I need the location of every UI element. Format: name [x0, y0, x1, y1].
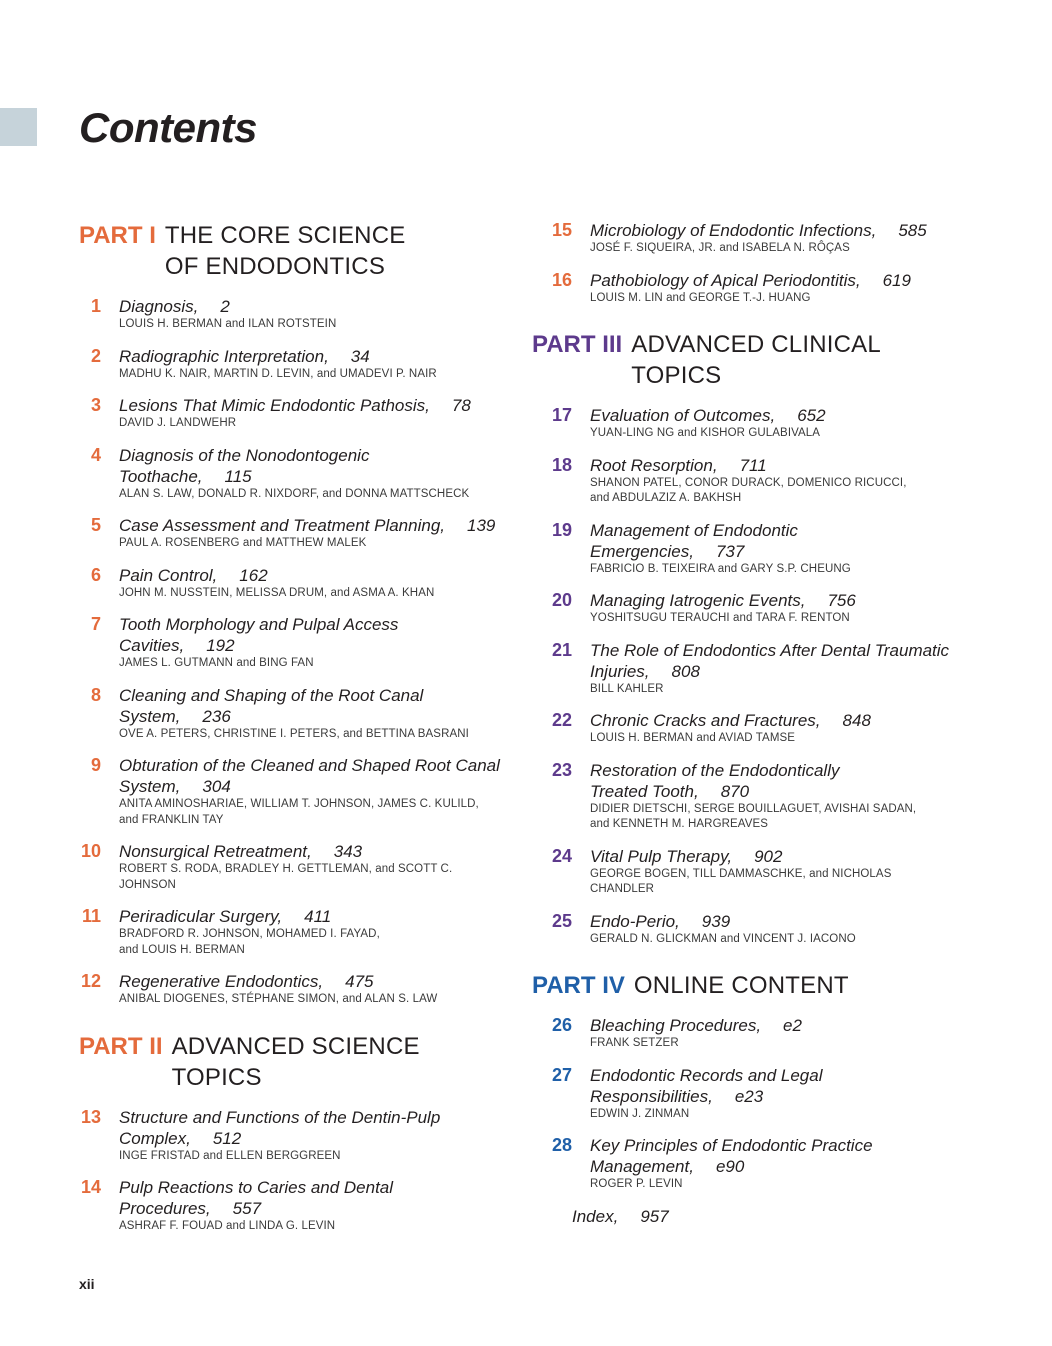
chapter-body: [590, 1065, 823, 1123]
chapter-number: 1: [90, 296, 101, 316]
chapter-title-line: [119, 776, 500, 797]
chapter-authors: ANITA AMINOSHARIAE, WILLIAM T. JOHNSON, JAMES C. KULILD,: [119, 798, 479, 810]
chapter-authors: ASHRAF F. FOUAD and LINDA G. LEVIN: [119, 1220, 336, 1232]
chapter-title-text: System,: [119, 777, 181, 796]
part-title: [172, 1031, 504, 1093]
chapter-title-text: Diagnosis,: [119, 297, 199, 316]
chapter-title-line: [119, 296, 336, 317]
chapter-body: [119, 1177, 393, 1235]
chapter-title-text: Evaluation of Outcomes,: [590, 406, 776, 425]
chapter-authors: FABRICIO B. TEIXEIRA and GARY S.P. CHEUNG: [590, 562, 851, 575]
chapter-body: [119, 1107, 440, 1165]
chapter-title-line: [119, 1107, 440, 1128]
chapter-title-text: Responsibilities,: [590, 1086, 713, 1106]
chapter-body: [119, 515, 495, 552]
chapter-title-text: Cleaning and Shaping of the Root Canal: [119, 685, 424, 705]
part-heading: [532, 970, 952, 1001]
chapter-body: [590, 911, 856, 948]
chapter-body: [119, 755, 500, 828]
chapter-page: 78: [451, 396, 471, 415]
chapter-page: 848: [842, 711, 871, 730]
chapter-title-text: Obturation of the Cleaned and Shaped Root Canal: [119, 756, 500, 775]
chapter-number: 11: [81, 906, 101, 926]
part-title: [165, 220, 406, 282]
chapter-title-line: [590, 781, 916, 802]
chapter-body: [590, 455, 907, 507]
chapter-page: 236: [202, 706, 231, 726]
chapter-title-line: [590, 1135, 873, 1156]
chapter-page: 115: [224, 466, 252, 486]
index-title-line: [572, 1206, 669, 1227]
chapter-title-text: Management of Endodontic Emergencies,: [590, 520, 798, 561]
right-column: [532, 220, 952, 1240]
chapter-title-line: [590, 1086, 823, 1107]
chapter-authors: EDWIN J. ZINMAN: [590, 1107, 690, 1120]
chapter-title-line: [119, 685, 469, 706]
chapter-entry[interactable]: [79, 685, 504, 743]
chapter-entry[interactable]: [79, 1177, 504, 1235]
chapter-authors: PAUL A. ROSENBERG and MATTHEW MALEK: [119, 537, 367, 549]
chapter-title-text: Chronic Cracks and Fractures,: [590, 711, 821, 730]
chapter-number: 4: [90, 444, 101, 465]
chapter-title-text: Toothache,: [119, 466, 203, 486]
chapter-number: 24: [551, 845, 572, 866]
chapter-title-text: System,: [119, 706, 181, 726]
part-heading: [79, 1031, 504, 1093]
chapter-body: [590, 710, 871, 747]
index-title: Index,: [572, 1206, 619, 1226]
chapter-authors: and FRANKLIN TAY: [119, 813, 224, 826]
chapter-title-line: [590, 1065, 823, 1086]
chapter-body: [119, 445, 469, 503]
chapter-number: 13: [80, 1106, 101, 1127]
chapter-entry[interactable]: [532, 220, 952, 257]
chapter-number: 17: [551, 405, 572, 425]
chapter-title-line: [119, 971, 437, 992]
chapter-entry[interactable]: [532, 520, 952, 578]
chapter-page: 756: [827, 591, 856, 610]
chapter-number: 9: [90, 755, 101, 775]
chapter-entry[interactable]: [79, 614, 504, 672]
chapter-authors: ROGER P. LEVIN: [590, 1178, 683, 1190]
chapter-entry[interactable]: [79, 1107, 504, 1165]
chapter-title-line: [119, 445, 469, 466]
chapter-page: 737: [715, 541, 745, 561]
chapter-number: 3: [90, 395, 101, 415]
chapter-title-text: Key Principles of Endodontic Practice: [590, 1136, 873, 1155]
chapter-number: 8: [90, 684, 101, 705]
chapter-body: [590, 640, 949, 698]
chapter-title-text: Nonsurgical Retreatment,: [119, 842, 312, 861]
chapter-title-line: [119, 1177, 393, 1198]
chapter-title-text: Procedures,: [119, 1199, 211, 1218]
chapter-body: [119, 346, 437, 383]
chapter-title-line: [119, 395, 471, 416]
chapter-title-line: [590, 405, 826, 426]
chapter-title-line: [119, 466, 469, 487]
chapter-number: 22: [551, 710, 572, 730]
chapter-entry[interactable]: [532, 590, 952, 627]
chapter-body: [590, 590, 856, 627]
part-section: [79, 1021, 504, 1235]
chapter-entry[interactable]: [532, 1015, 952, 1052]
chapter-entry[interactable]: [532, 846, 952, 898]
chapter-page: 711: [739, 455, 767, 475]
chapter-title-text: Diagnosis of the Nonodontogenic: [119, 445, 370, 465]
chapter-number: 12: [80, 971, 101, 991]
part-title-line: THE CORE SCIENCE: [164, 222, 406, 249]
chapter-title-text: Vital Pulp Therapy,: [590, 846, 733, 866]
chapter-number: 6: [90, 564, 101, 585]
chapter-body: [119, 296, 336, 333]
chapter-body: [590, 1135, 873, 1193]
chapter-title-text: Treated Tooth,: [590, 781, 699, 801]
part-label: PART IV: [532, 972, 625, 999]
chapter-body: [590, 1015, 802, 1052]
chapter-number: 20: [551, 590, 572, 610]
chapter-authors: GERALD N. GLICKMAN and VINCENT J. IACONO: [590, 932, 856, 945]
section-tab-marker: [0, 108, 37, 146]
chapter-page: 939: [701, 911, 731, 931]
chapter-entry[interactable]: [532, 455, 952, 507]
chapter-authors: SHANON PATEL, CONOR DURACK, DOMENICO RICUCCI,: [590, 476, 907, 489]
chapter-number: 28: [551, 1135, 572, 1155]
chapter-title-line: [590, 1156, 873, 1177]
chapter-title-line: [119, 755, 500, 776]
chapter-entry[interactable]: [79, 841, 504, 893]
chapter-page: e90: [715, 1157, 745, 1176]
chapter-entry[interactable]: [532, 710, 952, 747]
chapter-entry[interactable]: [532, 911, 952, 948]
chapter-title-line: [119, 841, 504, 862]
chapter-body: [119, 906, 380, 958]
chapter-number: 10: [80, 841, 101, 861]
chapter-authors: YUAN-LING NG and KISHOR GULABIVALA: [590, 427, 821, 439]
chapter-authors: OVE A. PETERS, CHRISTINE I. PETERS, and BETTINA BASRANI: [119, 727, 469, 740]
chapter-title-line: [119, 1198, 393, 1219]
chapter-entry[interactable]: [532, 1065, 952, 1123]
chapter-title-line: [590, 1015, 802, 1036]
chapter-title-line: [590, 911, 856, 932]
chapter-authors: ANIBAL DIOGENES, STÉPHANE SIMON, and ALAN S. LAW: [119, 993, 438, 1005]
chapter-title-text: Bleaching Procedures,: [590, 1016, 762, 1035]
chapter-title-text: Periradicular Surgery,: [119, 907, 283, 926]
chapter-page: 902: [754, 846, 783, 866]
chapter-body: [119, 841, 504, 893]
part-label: PART II: [79, 1032, 163, 1060]
chapter-body: [119, 565, 434, 602]
chapter-page: 619: [882, 270, 911, 290]
chapter-page: 139: [467, 516, 496, 535]
chapter-authors: GEORGE BOGEN, TILL DAMMASCHKE, and NICHOLAS CHANDLER: [590, 867, 892, 895]
chapter-authors: LOUIS H. BERMAN and AVIAD TAMSE: [590, 732, 796, 744]
chapter-title-text: Pulp Reactions to Caries and Dental: [119, 1178, 394, 1197]
chapter-number: 5: [90, 515, 101, 535]
index-entry[interactable]: [572, 1206, 952, 1227]
chapter-authors: JOSÉ F. SIQUEIRA, JR. and ISABELA N. RÔÇAS: [590, 242, 850, 254]
chapter-title-text: Endodontic Records and Legal: [590, 1065, 823, 1085]
chapter-title-text: The Role of Endodontics After Dental Traumatic: [590, 640, 950, 660]
part-heading: [532, 329, 952, 391]
chapter-title-text: Pain Control,: [119, 565, 218, 585]
chapter-page: 162: [239, 565, 268, 585]
page-title: Contents: [79, 104, 257, 151]
chapter-page: 652: [797, 406, 826, 425]
chapter-title-text: Complex,: [119, 1128, 191, 1148]
chapter-body: [590, 270, 911, 307]
part-section: [532, 220, 952, 306]
part-title: [634, 970, 849, 1001]
chapter-number: 18: [551, 454, 572, 475]
chapter-page: 34: [350, 346, 370, 366]
chapter-title-line: [590, 661, 949, 682]
part-title-line: OF ENDODONTICS: [164, 253, 386, 280]
chapter-title-text: Restoration of the Endodontically: [590, 760, 840, 780]
chapter-body: [119, 395, 471, 432]
chapter-title-text: Managing Iatrogenic Events,: [590, 591, 806, 610]
chapter-title-text: Case Assessment and Treatment Planning,: [119, 516, 445, 535]
part-title-line: ONLINE CONTENT: [633, 972, 849, 999]
part-section: [532, 319, 952, 947]
part-title-line: ADVANCED SCIENCE TOPICS: [171, 1032, 420, 1091]
chapter-title-text: Tooth Morphology and Pulpal Access: [119, 615, 399, 634]
chapter-title-line: [590, 710, 871, 731]
chapter-authors: YOSHITSUGU TERAUCHI and TARA F. RENTON: [590, 612, 850, 624]
chapter-page: 2: [220, 297, 230, 316]
chapter-title-line: [590, 520, 952, 562]
chapter-title-text: Radiographic Interpretation,: [119, 346, 329, 366]
chapter-body: [590, 760, 916, 833]
chapter-page: 808: [671, 661, 700, 681]
chapter-authors: FRANK SETZER: [590, 1037, 679, 1049]
chapter-number: 21: [551, 639, 572, 660]
chapter-title-line: [590, 760, 916, 781]
chapter-title-text: Structure and Functions of the Dentin-Pulp: [119, 1107, 441, 1127]
chapter-title-line: [590, 590, 856, 611]
chapter-title-text: Endo-Perio,: [590, 911, 680, 931]
chapter-title-line: [590, 640, 949, 661]
chapter-page: 304: [202, 777, 231, 796]
chapter-entry[interactable]: [79, 445, 504, 503]
chapter-entry[interactable]: [79, 515, 504, 552]
chapter-entry[interactable]: [79, 296, 504, 333]
chapter-title-line: [590, 455, 907, 476]
chapter-title-line: [119, 1128, 440, 1149]
chapter-page: 475: [345, 972, 374, 991]
part-section: [79, 220, 504, 1008]
chapter-page: e2: [783, 1016, 802, 1035]
chapter-page: 411: [304, 907, 332, 926]
chapter-title-line: [119, 635, 398, 656]
part-heading: [79, 220, 504, 282]
chapter-body: [590, 520, 952, 578]
chapter-entry[interactable]: [79, 755, 504, 828]
chapter-title-text: Microbiology of Endodontic Infections,: [590, 221, 877, 240]
chapter-number: 23: [551, 759, 572, 780]
chapter-title-line: [590, 220, 927, 241]
chapter-entry[interactable]: [79, 565, 504, 602]
chapter-page: 512: [212, 1128, 242, 1148]
chapter-body: [590, 846, 952, 898]
chapter-page: 192: [206, 636, 235, 655]
chapter-authors: JAMES L. GUTMANN and BING FAN: [119, 657, 314, 669]
chapter-title-line: [119, 565, 434, 586]
chapter-title-text: Cavities,: [119, 636, 185, 655]
chapter-title-text: Root Resorption,: [590, 455, 718, 475]
chapter-number: 26: [551, 1015, 572, 1035]
chapter-number: 7: [90, 614, 101, 634]
chapter-entry[interactable]: [532, 1135, 952, 1193]
chapter-page: 585: [898, 221, 927, 240]
part-label: PART I: [79, 222, 156, 249]
left-column: [79, 220, 504, 1248]
page-number: xii: [79, 1276, 95, 1292]
chapter-authors: MADHU K. NAIR, MARTIN D. LEVIN, and UMADEVI P. NAIR: [119, 367, 437, 380]
chapter-title-text: Management,: [590, 1157, 694, 1176]
chapter-number: 14: [80, 1177, 101, 1197]
chapter-number: 15: [551, 220, 572, 240]
chapter-authors: LOUIS H. BERMAN and ILAN ROTSTEIN: [119, 318, 337, 330]
chapter-authors: and LOUIS H. BERMAN: [119, 943, 245, 956]
chapter-authors: BRADFORD R. JOHNSON, MOHAMED I. FAYAD,: [119, 928, 380, 940]
chapter-title-line: [119, 906, 380, 927]
chapter-entry[interactable]: [79, 395, 504, 432]
chapter-authors: DAVID J. LANDWEHR: [119, 417, 237, 429]
chapter-page: 870: [720, 781, 750, 801]
chapter-authors: DIDIER DIETSCHI, SERGE BOUILLAGUET, AVISHAI SADAN,: [590, 802, 917, 815]
chapter-authors: JOHN M. NUSSTEIN, MELISSA DRUM, and ASMA A. KHAN: [119, 586, 435, 599]
chapter-entry[interactable]: [532, 640, 952, 698]
chapter-page: 343: [333, 842, 363, 861]
chapter-authors: LOUIS M. LIN and GEORGE T.-J. HUANG: [590, 291, 811, 304]
chapter-title-line: [119, 706, 469, 727]
chapter-body: [590, 405, 826, 442]
chapter-title-text: Regenerative Endodontics,: [119, 972, 324, 991]
chapter-entry[interactable]: [79, 906, 504, 958]
chapter-number: 2: [90, 345, 101, 366]
chapter-title-line: [590, 270, 911, 291]
chapter-number: 19: [551, 519, 572, 540]
part-title-line: ADVANCED CLINICAL: [631, 331, 881, 358]
chapter-title-text: Injuries,: [590, 661, 650, 681]
chapter-body: [119, 614, 398, 672]
chapter-page: e23: [734, 1086, 764, 1106]
chapter-title-line: [119, 515, 495, 536]
chapter-authors: ROBERT S. RODA, BRADLEY H. GETTLEMAN, and SCOTT C. JOHNSON: [119, 863, 453, 891]
part-label: PART III: [532, 331, 623, 358]
part-section: [532, 960, 952, 1193]
chapter-page: 557: [232, 1199, 262, 1218]
chapter-entry[interactable]: [532, 760, 952, 833]
part-title: [631, 329, 881, 391]
chapter-number: 25: [551, 910, 572, 931]
chapter-title-text: Pathobiology of Apical Periodontitis,: [590, 270, 861, 290]
chapter-number: 16: [551, 269, 572, 290]
chapter-entry[interactable]: [532, 405, 952, 442]
chapter-entry[interactable]: [79, 346, 504, 383]
chapter-entry[interactable]: [79, 971, 504, 1008]
chapter-title-line: [119, 346, 437, 367]
chapter-number: 27: [551, 1064, 572, 1085]
index-page: 957: [640, 1206, 669, 1226]
chapter-authors: ALAN S. LAW, DONALD R. NIXDORF, and DONNA MATTSCHECK: [119, 487, 470, 500]
chapter-authors: BILL KAHLER: [590, 682, 664, 695]
chapter-title-line: [590, 846, 952, 867]
chapter-authors: and KENNETH M. HARGREAVES: [590, 818, 769, 830]
chapter-body: [590, 220, 927, 257]
chapter-authors: and ABDULAZIZ A. BAKHSH: [590, 492, 742, 504]
chapter-authors: INGE FRISTAD and ELLEN BERGGREEN: [119, 1149, 341, 1162]
part-title-line: TOPICS: [631, 362, 722, 389]
chapter-body: [119, 971, 437, 1008]
chapter-body: [119, 685, 469, 743]
chapter-title-text: Lesions That Mimic Endodontic Pathosis,: [119, 396, 430, 415]
chapter-entry[interactable]: [532, 270, 952, 307]
chapter-title-line: [119, 614, 398, 635]
